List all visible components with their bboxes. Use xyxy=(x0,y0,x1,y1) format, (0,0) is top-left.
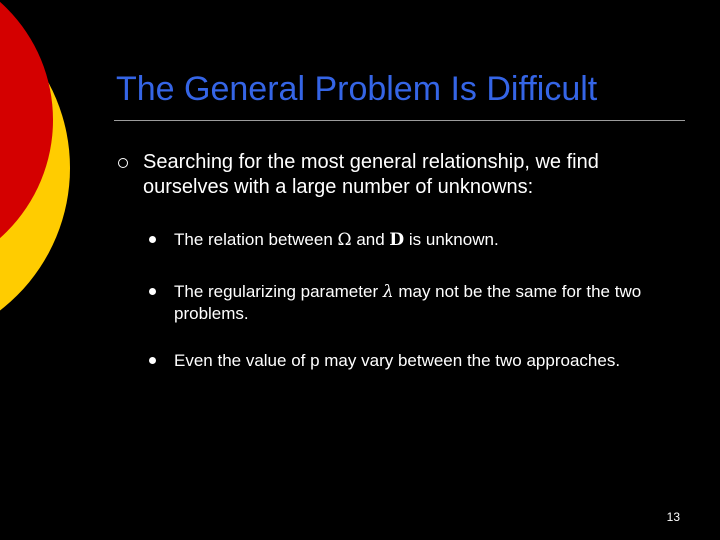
d-symbol: D xyxy=(389,230,405,250)
sub-bullet-p-value: Even the value of p may vary between the two approaches. xyxy=(174,351,621,370)
bullet-dot-icon xyxy=(149,288,156,295)
sub-bullet-text: and xyxy=(351,230,390,249)
main-bullet-text: Searching for the most general relationship, we find ourselves with a large number of unknowns: xyxy=(143,151,599,198)
bullet-dot-icon xyxy=(149,236,156,243)
slide-title: The General Problem Is Difficult xyxy=(116,70,598,108)
sub-bullet-text: The relation between xyxy=(174,230,338,249)
omega-symbol: Ω xyxy=(337,230,352,250)
sub-bullet-text: is unknown. xyxy=(404,230,499,249)
lambda-symbol: λ xyxy=(382,282,394,302)
sub-bullet-text: may not be the same for the two problems. xyxy=(174,282,642,323)
bullet-dot-icon xyxy=(149,357,156,364)
sub-bullet-parameter xyxy=(174,281,684,324)
page-number: 13 xyxy=(666,510,680,524)
sub-bullet-relation xyxy=(174,229,684,251)
hollow-bullet-icon xyxy=(118,158,128,168)
title-divider xyxy=(114,120,685,121)
sub-bullet-text: The regularizing parameter xyxy=(174,282,383,301)
